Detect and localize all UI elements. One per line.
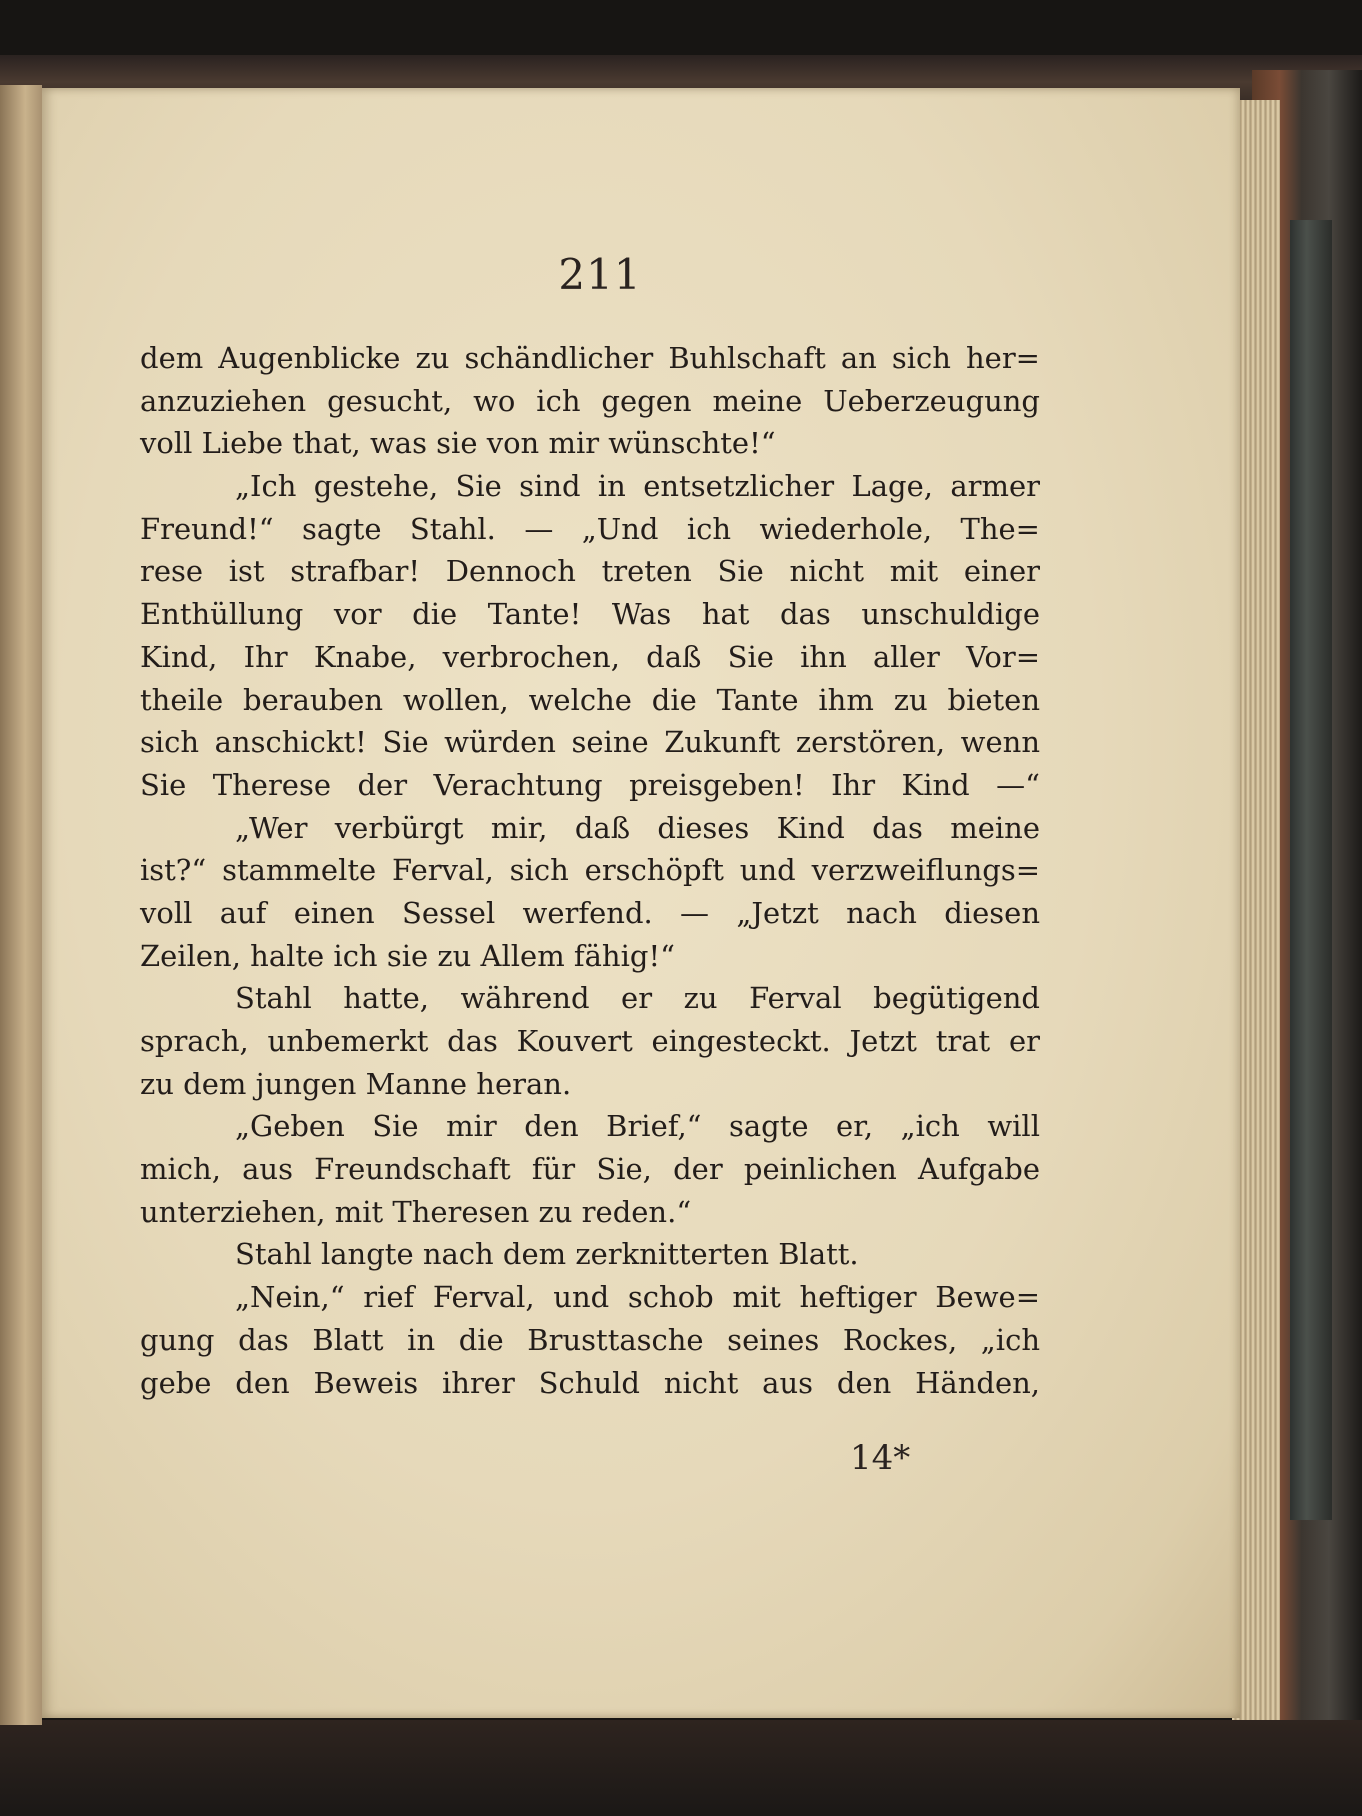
text-line: anzuziehen gesucht, wo ich gegen meine Ueberzeugung (140, 383, 1040, 418)
text-line: theile berauben wollen, welche die Tante ihm zu bieten (140, 682, 1040, 717)
text-line: Enthüllung vor die Tante! Was hat das unschuldige (140, 597, 1040, 632)
text-line: ist?“ stammelte Ferval, sich erschöpft und verzweiflungs= (140, 853, 1040, 888)
text-line: Stahl langte nach dem zerknitterten Blatt. (235, 1237, 859, 1272)
text-line: Zeilen, halte ich sie zu Allem fähig!“ (140, 938, 675, 973)
text-line: Kind, Ihr Knabe, verbrochen, daß Sie ihn aller Vor= (140, 639, 1040, 674)
text-line: rese ist strafbar! Dennoch treten Sie nicht mit einer (140, 554, 1040, 589)
text-line: dem Augenblicke zu schändlicher Buhlschaft an sich her= (140, 341, 1040, 375)
text-line: mich, aus Freundschaft für Sie, der peinlichen Aufgabe (140, 1152, 1040, 1187)
text-line: Stahl hatte, während er zu Ferval begütigend (235, 981, 1040, 1016)
facing-page-edge (0, 85, 42, 1725)
text-line: „Nein,“ rief Ferval, und schob mit heftiger Bewe= (235, 1280, 1040, 1315)
body-text (140, 337, 1040, 1404)
text-line: voll auf einen Sessel werfend. — „Jetzt nach diesen (140, 895, 1040, 930)
text-line: gung das Blatt in die Brusttasche seines Rockes, „ich (140, 1322, 1040, 1357)
text-line: sprach, unbemerkt das Kouvert eingesteckt. Jetzt trat er (140, 1024, 1040, 1058)
text-line: „Geben Sie mir den Brief,“ sagte er, „ich will (235, 1109, 1040, 1144)
text-line: „Wer verbürgt mir, daß dieses Kind das meine (235, 810, 1040, 845)
text-line: Sie Therese der Verachtung preisgeben! Ihr Kind —“ (140, 767, 1040, 802)
text-line: zu dem jungen Manne heran. (140, 1066, 572, 1101)
text-line: sich anschickt! Sie würden seine Zukunft zerstören, wenn (140, 725, 1040, 760)
page-number: 211 (558, 250, 642, 299)
signature-mark: 14* (850, 1438, 911, 1478)
text-line: Freund!“ sagte Stahl. — „Und ich wiederhole, The= (140, 511, 1040, 546)
book-cover-stripe (1290, 220, 1332, 1520)
book-cover-bottom (0, 1720, 1362, 1816)
text-line: gebe den Beweis ihrer Schuld nicht aus den Händen, (140, 1365, 1040, 1400)
text-line: unterziehen, mit Theresen zu reden.“ (140, 1194, 692, 1229)
text-line: voll Liebe that, was sie von mir wünschte!“ (140, 426, 776, 461)
text-line: „Ich gestehe, Sie sind in entsetzlicher Lage, armer (235, 469, 1040, 504)
